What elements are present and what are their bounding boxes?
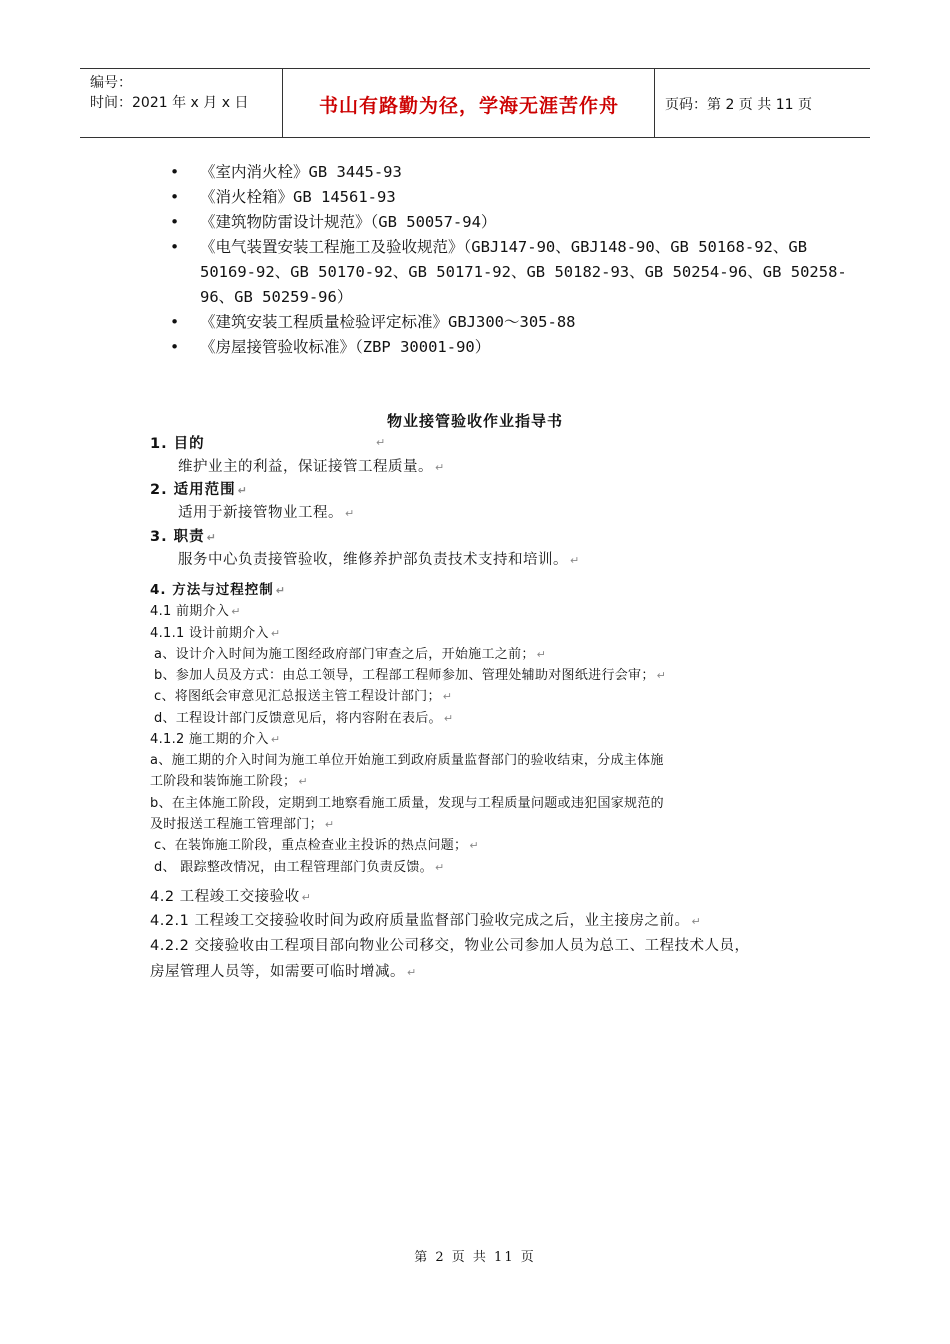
heading-text: 2. 适用范围: [150, 482, 236, 498]
reference-text: 《室内消火栓》GB 3445-93: [200, 163, 402, 181]
list-item-text: c、在装饰施工阶段，重点检查业主投诉的热点问题；: [154, 838, 468, 853]
list-item: [154, 707, 453, 726]
paragraph-continuation: [150, 960, 417, 981]
subsection-heading: [150, 600, 241, 619]
paragraph-mark-icon: ↵: [237, 484, 248, 497]
list-item: [170, 235, 850, 310]
paragraph-mark-icon: ↵: [691, 915, 702, 928]
reference-list: [170, 160, 850, 360]
document-number-label: 编号：: [90, 75, 132, 91]
subsection-heading: [150, 728, 280, 747]
document-title: 物业接管验收作业指导书: [386, 412, 563, 430]
paragraph-text: 4.2.2 交接验收由工程项目部向物业公司移交，物业公司参加人员为总工、工程技术人员，: [150, 938, 750, 954]
list-item-continuation: [150, 813, 334, 832]
paragraph-mark-icon: ↵: [270, 627, 281, 640]
paragraph-mark-icon: ↵: [570, 554, 580, 567]
paragraph-mark-icon: ↵: [270, 733, 281, 746]
reference-text: 《消火栓箱》GB 14561-93: [200, 188, 396, 206]
paragraph-mark-icon: ↵: [275, 584, 286, 597]
paragraph-mark-icon: ↵: [656, 669, 667, 682]
bullet-icon: •: [170, 188, 180, 206]
list-item: [154, 834, 479, 853]
paragraph: [150, 909, 701, 930]
subsection-text: 4.1.1 设计前期介入: [150, 626, 269, 641]
section-heading-method: [150, 578, 286, 598]
paragraph: [178, 501, 355, 522]
paragraph-mark-icon: ↵: [536, 648, 547, 661]
heading-text: 3. 职责: [150, 529, 205, 545]
list-item-text: a、设计介入时间为施工图经政府部门审查之后，开始施工之前；: [154, 647, 535, 662]
paragraph-mark-icon: ↵: [376, 436, 386, 449]
list-item: [154, 664, 666, 683]
paragraph: [178, 548, 580, 569]
list-item-continuation: [150, 770, 308, 789]
page-header: [80, 68, 870, 138]
paragraph-mark-icon: ↵: [435, 461, 445, 474]
header-motto: 书山有路勤为径，学海无涯苦作舟: [318, 95, 619, 117]
header-page-info: 页码：第 2 页 共 11 页: [665, 97, 812, 113]
list-item: [150, 792, 664, 811]
list-item: [154, 856, 445, 875]
paragraph-text: 适用于新接管物业工程。: [178, 505, 343, 521]
list-item-text: 及时报送工程施工管理部门；: [150, 817, 323, 832]
list-item-text: 工阶段和装饰施工阶段；: [150, 774, 297, 789]
heading-text: 4. 方法与过程控制: [150, 582, 274, 598]
list-item-text: d、工程设计部门反馈意见后，将内容附在表后。: [154, 711, 442, 726]
list-item: [170, 335, 850, 360]
paragraph-text: 4.2.1 工程竣工交接验收时间为政府质量监督部门验收完成之后，业主接房之前。: [150, 913, 690, 929]
list-item: [170, 160, 850, 185]
subsection-text: 4.1 前期介入: [150, 604, 230, 619]
section-heading-purpose: [150, 432, 205, 453]
paragraph-mark-icon: ↵: [298, 775, 308, 788]
section-heading-duties: [150, 525, 217, 546]
heading-text: 1. 目的: [150, 436, 205, 452]
bullet-icon: •: [170, 213, 180, 231]
list-item-text: b、在主体施工阶段，定期到工地察看施工质量，发现与工程质量问题或违犯国家规范的: [150, 796, 664, 811]
paragraph-mark-icon: ↵: [442, 690, 453, 703]
header-meta: [90, 73, 248, 113]
reference-text: 《房屋接管验收标准》（ZBP 30001-90）: [200, 338, 491, 356]
paragraph-mark-icon: ↵: [301, 891, 312, 904]
bullet-icon: •: [170, 338, 180, 356]
paragraph-text: 服务中心负责接管验收，维修养护部负责技术支持和培训。: [178, 552, 568, 568]
page-footer: 第 2 页 共 11 页: [414, 1250, 536, 1265]
list-item-text: c、将图纸会审意见汇总报送主管工程设计部门；: [154, 689, 441, 704]
list-item: [170, 185, 850, 210]
subsection-text: 4.1.2 施工期的介入: [150, 732, 269, 747]
paragraph-mark-icon: ↵: [469, 839, 479, 852]
bullet-icon: •: [170, 238, 180, 256]
list-item: [154, 685, 452, 704]
list-item-text: a、施工期的介入时间为施工单位开始施工到政府质量监督部门的验收结束，分成主体施: [150, 753, 664, 768]
list-item: [170, 210, 850, 235]
bullet-icon: •: [170, 163, 180, 181]
paragraph: [150, 934, 750, 955]
paragraph: [178, 455, 445, 476]
list-item: [154, 643, 546, 662]
paragraph-mark-icon: ↵: [443, 712, 454, 725]
paragraph-text: 房屋管理人员等，如需要可临时增减。: [150, 964, 405, 980]
paragraph-mark-icon: ↵: [324, 818, 335, 831]
paragraph-mark-icon: ↵: [231, 605, 241, 618]
reference-text: 《建筑安装工程质量检验评定标准》GBJ300～305-88: [200, 313, 576, 331]
bullet-icon: •: [170, 313, 180, 331]
document-time-label: 时间：2021 年 x 月 x 日: [90, 95, 249, 111]
paragraph-mark-icon: ↵: [345, 507, 355, 520]
reference-text: 《建筑物防雷设计规范》（GB 50057-94）: [200, 213, 497, 231]
list-item-text: b、参加人员及方式：由总工领导，工程部工程师参加、管理处辅助对图纸进行会审；: [154, 668, 655, 683]
list-item: [150, 749, 664, 768]
subsection-heading: [150, 885, 311, 906]
subsection-text: 4.2 工程竣工交接验收: [150, 889, 300, 905]
paragraph-mark-icon: ↵: [206, 531, 217, 544]
reference-text: 《电气装置安装工程施工及验收规范》（GBJ147-90、GBJ148-90、GB 50168-92、GB 50169-92、GB 50170-92、GB 50171-92、GB 50182-93、GB 50254-96、GB 50258-96、GB 50259-96）: [200, 238, 847, 306]
list-item-text: d、 跟踪整改情况，由工程管理部门负责反馈。: [154, 860, 433, 875]
section-heading-scope: [150, 478, 248, 499]
paragraph-text: 维护业主的利益，保证接管工程质量。: [178, 459, 433, 475]
paragraph-mark-icon: ↵: [407, 966, 417, 979]
subsection-heading: [150, 622, 280, 641]
paragraph-mark-icon: ↵: [434, 861, 445, 874]
list-item: [170, 310, 850, 335]
